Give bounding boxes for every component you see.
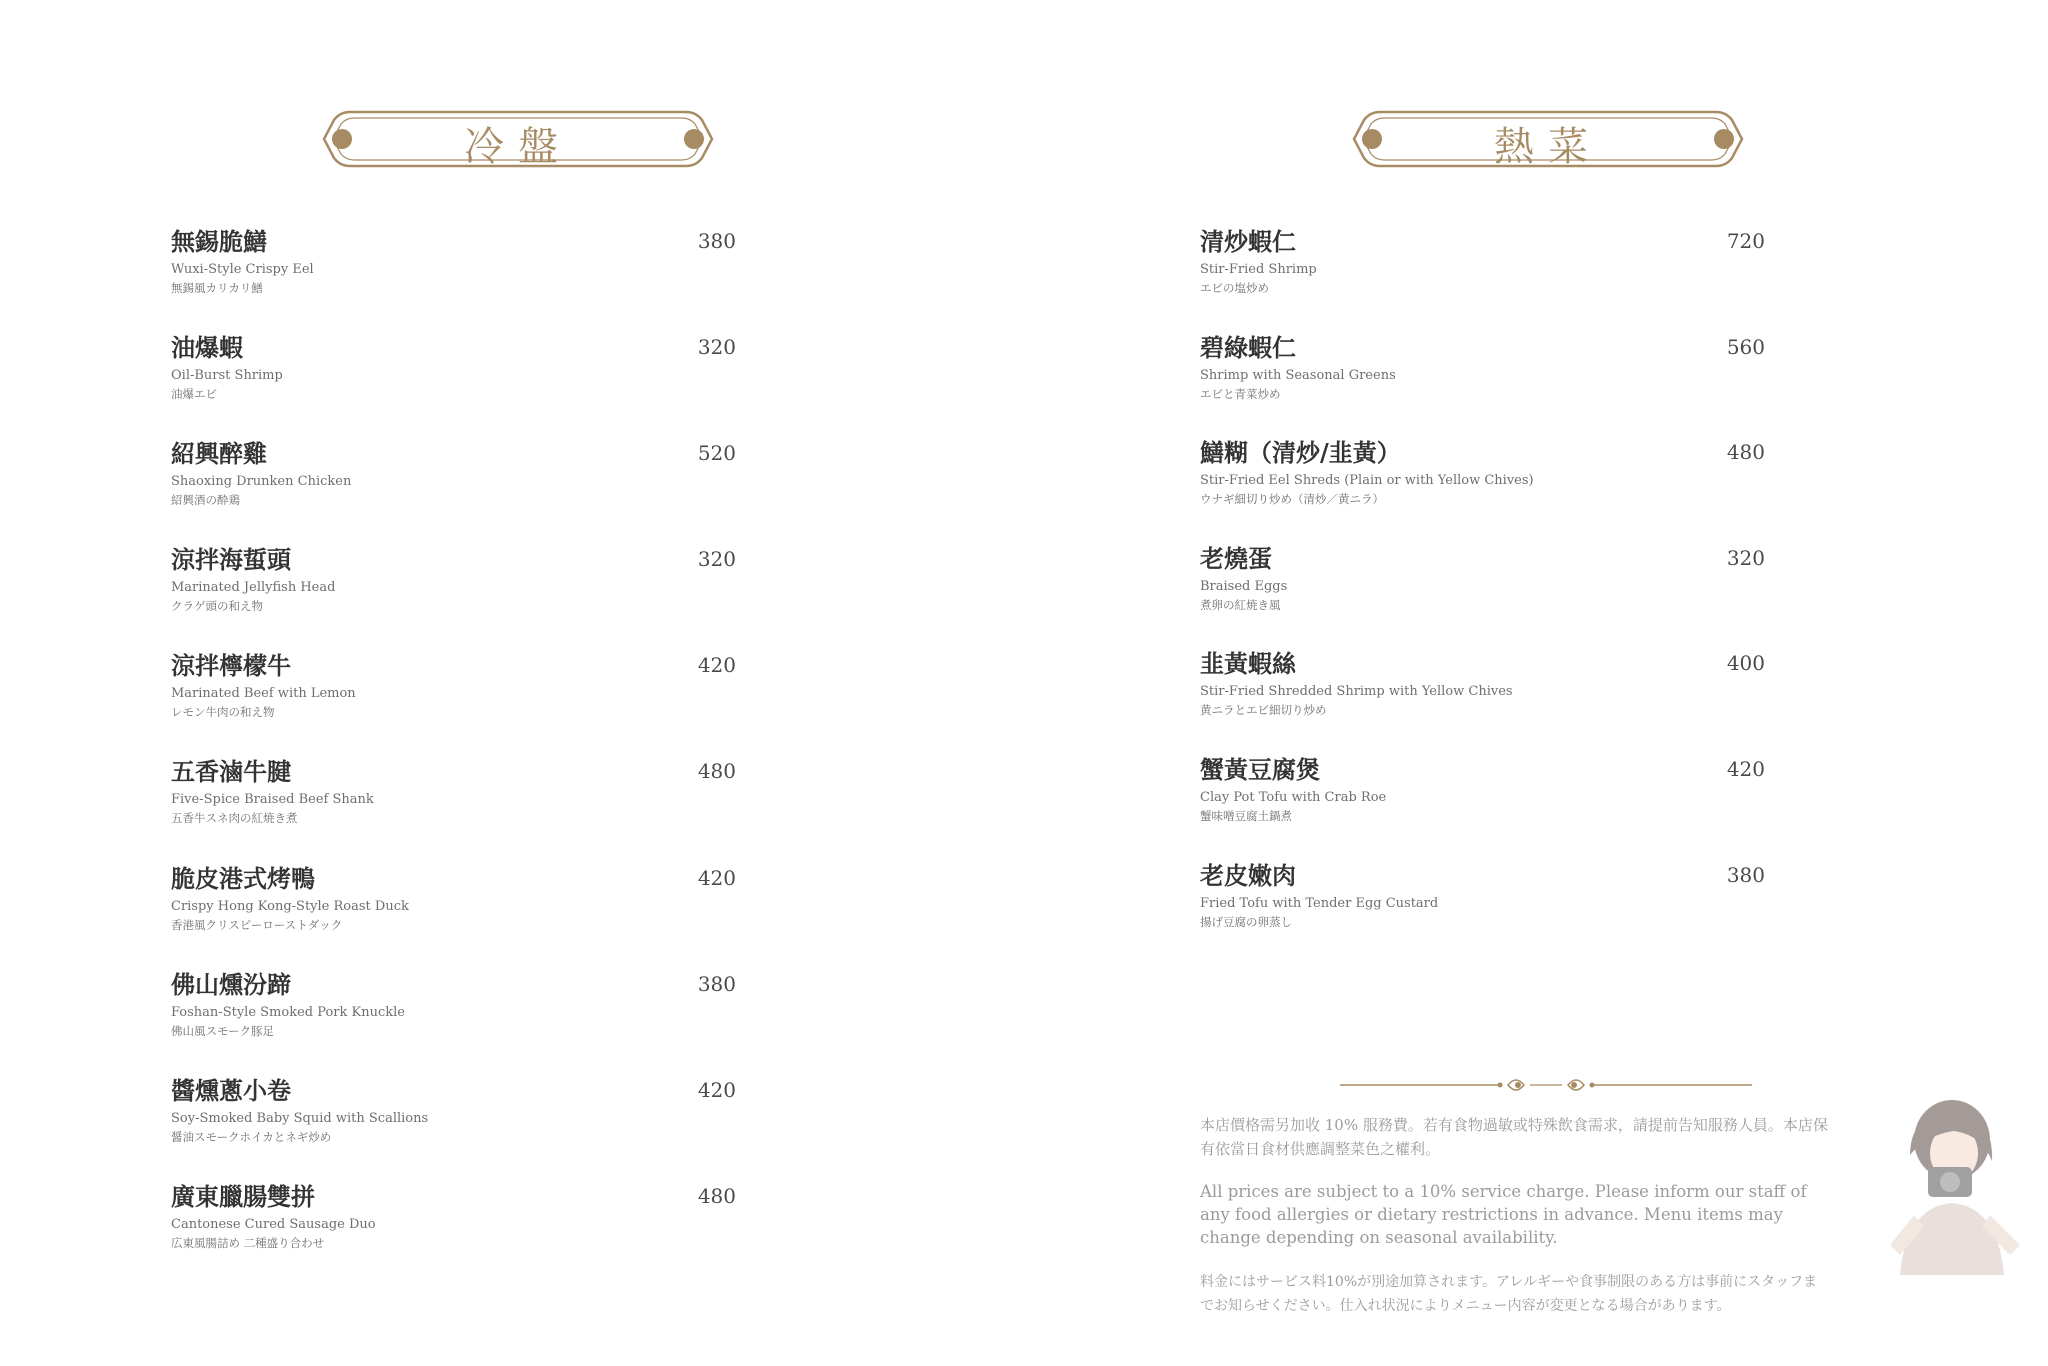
dish-price: 420	[697, 865, 736, 890]
menu-item	[1200, 331, 1765, 437]
dish-name-en: Stir-Fried Shrimp	[1200, 262, 1317, 277]
dish-price: 320	[1726, 545, 1765, 570]
dish-name-en: Stir-Fried Shredded Shrimp with Yellow Chives	[1200, 684, 1513, 700]
menu-item	[171, 862, 736, 968]
menu-item	[171, 1074, 736, 1180]
dish-name-en: Shrimp with Seasonal Greens	[1200, 367, 1396, 383]
menu-item	[171, 649, 736, 755]
hot-section-banner	[1350, 106, 1746, 172]
menu-item	[1200, 647, 1765, 753]
dish-name-en: Cantonese Cured Sausage Duo	[171, 1216, 376, 1232]
dish-name-en: Clay Pot Tofu with Crab Roe	[1200, 789, 1387, 805]
dish-name-ja: 黄ニラとエビ細切り炒め	[1200, 703, 1327, 718]
dish-name-zh: 五香滷牛腱	[171, 757, 291, 787]
dish-name-zh: 清炒蝦仁	[1200, 227, 1296, 256]
dish-price: 720	[1726, 229, 1765, 253]
cold-section-banner	[320, 106, 716, 172]
dish-price: 480	[697, 1183, 736, 1208]
hot-section-title: 熱菜	[1494, 124, 1602, 170]
menu-item	[1200, 436, 1765, 542]
menu-item	[1200, 542, 1765, 648]
dish-name-zh: 韭黃蝦絲	[1200, 649, 1296, 679]
dish-name-ja: 佛山風スモーク豚足	[171, 1023, 275, 1038]
dish-name-zh: 老燒蛋	[1200, 543, 1272, 573]
dish-name-ja: 蟹味噌豆腐土鍋煮	[1200, 808, 1292, 823]
dish-name-ja: 紹興酒の酔鶏	[171, 493, 240, 508]
dish-price: 380	[697, 229, 736, 253]
dish-price: 400	[1726, 651, 1765, 676]
dish-name-ja: ウナギ細切り炒め（清炒／黄ニラ）	[1200, 492, 1384, 507]
dish-name-ja: 五香牛スネ肉の紅焼き煮	[171, 811, 298, 826]
dish-name-en: Oil-Burst Shrimp	[171, 368, 283, 384]
dish-name-ja: エビと青菜炒め	[1200, 386, 1281, 401]
dish-price: 560	[1726, 334, 1765, 359]
dish-price: 320	[697, 335, 736, 360]
dish-name-en: Marinated Beef with Lemon	[171, 686, 356, 702]
menu-item	[171, 755, 736, 861]
dish-price: 520	[697, 441, 736, 466]
dish-name-zh: 醬燻蔥小卷	[171, 1075, 291, 1105]
dish-price: 420	[697, 1077, 736, 1102]
dish-name-zh: 蟹黃豆腐煲	[1200, 754, 1320, 784]
menu-item	[171, 968, 736, 1074]
photographer-watermark-icon	[1870, 1095, 2030, 1275]
ornamental-divider-icon	[1340, 1070, 1752, 1100]
dish-name-zh: 涼拌檸檬牛	[171, 651, 291, 681]
menu-item	[1200, 753, 1765, 859]
dish-name-ja: 香港風クリスピーローストダック	[171, 917, 343, 932]
dish-name-en: Foshan-Style Smoked Pork Knuckle	[171, 1004, 405, 1020]
hot-menu-list	[1200, 225, 1765, 964]
dish-name-en: Crispy Hong Kong-Style Roast Duck	[171, 898, 409, 914]
dish-name-en: Soy-Smoked Baby Squid with Scallions	[171, 1110, 429, 1126]
dish-name-ja: 醤油スモークホイカとネギ炒め	[171, 1129, 332, 1144]
dish-name-ja: 無錫風カリカリ鱔	[171, 281, 263, 295]
dish-price: 420	[697, 653, 736, 678]
dish-price: 380	[697, 971, 736, 996]
dish-price: 480	[697, 759, 736, 784]
dish-name-en: Marinated Jellyfish Head	[171, 580, 336, 596]
dish-name-ja: エビの塩炒め	[1200, 281, 1269, 295]
dish-name-en: Stir-Fried Eel Shreds (Plain or with Yellow Chives)	[1200, 473, 1534, 489]
dish-name-ja: 揚げ豆腐の卵蒸し	[1200, 914, 1292, 929]
dish-price: 480	[1726, 440, 1765, 465]
menu-item	[171, 331, 736, 437]
dish-name-zh: 紹興醉雞	[171, 439, 267, 469]
dish-name-zh: 碧綠蝦仁	[1200, 332, 1296, 362]
dish-name-zh: 涼拌海蜇頭	[171, 545, 291, 575]
menu-item	[1200, 859, 1765, 965]
dish-price: 320	[697, 547, 736, 572]
dish-name-zh: 老皮嫩肉	[1200, 860, 1296, 890]
menu-item	[171, 543, 736, 649]
notice-zh: 本店價格需另加收 10% 服務費。若有食物過敏或特殊飲食需求，請提前告知服務人員。本店保有依當日食材供應調整菜色之權利。	[1200, 1116, 1828, 1158]
menu-item	[1200, 225, 1765, 331]
dish-name-en: Wuxi-Style Crispy Eel	[171, 262, 314, 277]
notice-ja: 料金にはサービス料10%が別途加算されます。アレルギーや食事制限のある方は事前にスタッフまでお知らせください。仕入れ状況によりメニュー内容が変更となる場合があります。	[1200, 1274, 1818, 1314]
dish-name-ja: 広東風腸詰め 二種盛り合わせ	[171, 1235, 325, 1250]
dish-price: 380	[1726, 862, 1765, 887]
notice-en: All prices are subject to a 10% service charge. Please inform our staff of any food allergies or dietary restrictions in advance. Menu items may change depending on seasonal availability.	[1200, 1182, 1807, 1247]
menu-item	[171, 1180, 736, 1286]
dish-name-zh: 無錫脆鱔	[171, 227, 267, 256]
menu-item	[171, 437, 736, 543]
dish-price: 420	[1726, 756, 1765, 781]
dish-name-zh: 鱔糊（清炒/韭黃）	[1200, 438, 1401, 468]
dish-name-en: Fried Tofu with Tender Egg Custard	[1200, 895, 1439, 911]
cold-section-title: 冷盤	[464, 124, 572, 170]
dish-name-en: Five-Spice Braised Beef Shank	[171, 792, 374, 808]
dish-name-en: Shaoxing Drunken Chicken	[171, 474, 352, 490]
dish-name-ja: 油爆エビ	[171, 387, 217, 402]
cold-menu-list	[171, 225, 736, 1286]
dish-name-zh: 脆皮港式烤鴨	[171, 863, 315, 893]
dish-name-en: Braised Eggs	[1200, 578, 1288, 594]
dish-name-ja: レモン牛肉の和え物	[171, 705, 275, 720]
menu-item	[171, 225, 736, 331]
dish-name-zh: 廣東臘腸雙拼	[171, 1181, 315, 1211]
dish-name-zh: 油爆蝦	[171, 333, 243, 363]
dish-name-zh: 佛山燻汾蹄	[171, 969, 291, 999]
dish-name-ja: 煮卵の紅焼き風	[1200, 597, 1281, 612]
dish-name-ja: クラゲ頭の和え物	[171, 599, 263, 614]
